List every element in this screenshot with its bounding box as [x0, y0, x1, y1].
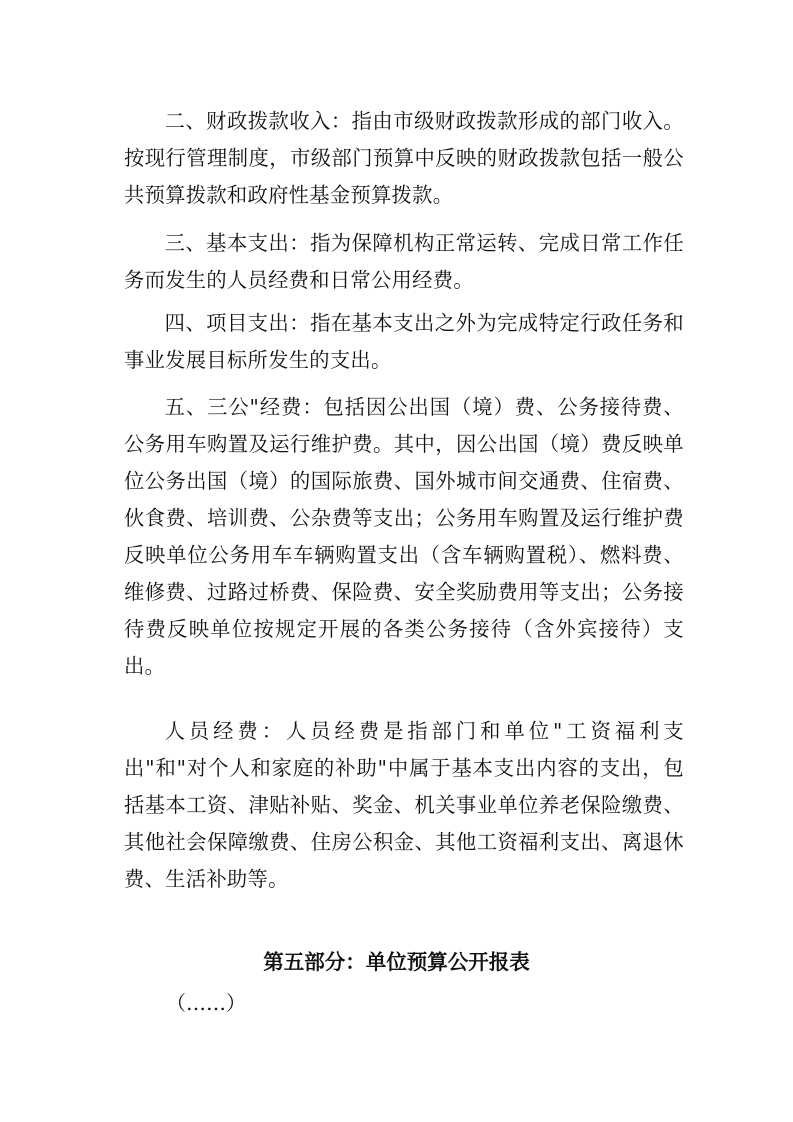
paragraph-fiscal-appropriation-income: 二、财政拨款收入：指由市级财政拨款形成的部门收入。按现行管理制度，市级部门预算中反映的财政拨款包括一般公共预算拨款和政府性基金预算拨款。: [124, 109, 684, 207]
paragraph-basic-expenditure: 三、基本支出：指为保障机构正常运转、完成日常工作任务而发生的人员经费和日常公用经费。: [124, 231, 684, 292]
paragraph-three-public-expenses: 五、三公"经费：包括因公出国（境）费、公务接待费、公务用车购置及运行维护费。其中，因公出国（境）费反映单位公务出国（境）的国际旅费、国外城市间交通费、住宿费、伙食费、培训费、公杂费等支出；公务用车购置及运行维护费反映单位公务用车车辆购置支出（含车辆购置税）、燃料费、维修费、过路过桥费、保险费、安全奖励费用等支出；公务接待费反映单位按规定开展的各类公务接待（含外宾接待）支出。: [124, 395, 684, 678]
paragraph-personnel-expenses: 人员经费：人员经费是指部门和单位"工资福利支出"和"对个人和家庭的补助"中属于基本支出内容的支出，包括基本工资、津贴补贴、奖金、机关事业单位养老保险缴费、其他社会保障缴费、住房公积金、其他工资福利支出、离退休费、生活补助等。: [124, 719, 684, 891]
section-title: 第五部分：单位预算公开报表: [263, 950, 530, 974]
ellipsis-placeholder: （……）: [166, 991, 246, 1015]
paragraph-project-expenditure: 四、项目支出：指在基本支出之外为完成特定行政任务和事业发展目标所发生的支出。: [124, 311, 684, 372]
